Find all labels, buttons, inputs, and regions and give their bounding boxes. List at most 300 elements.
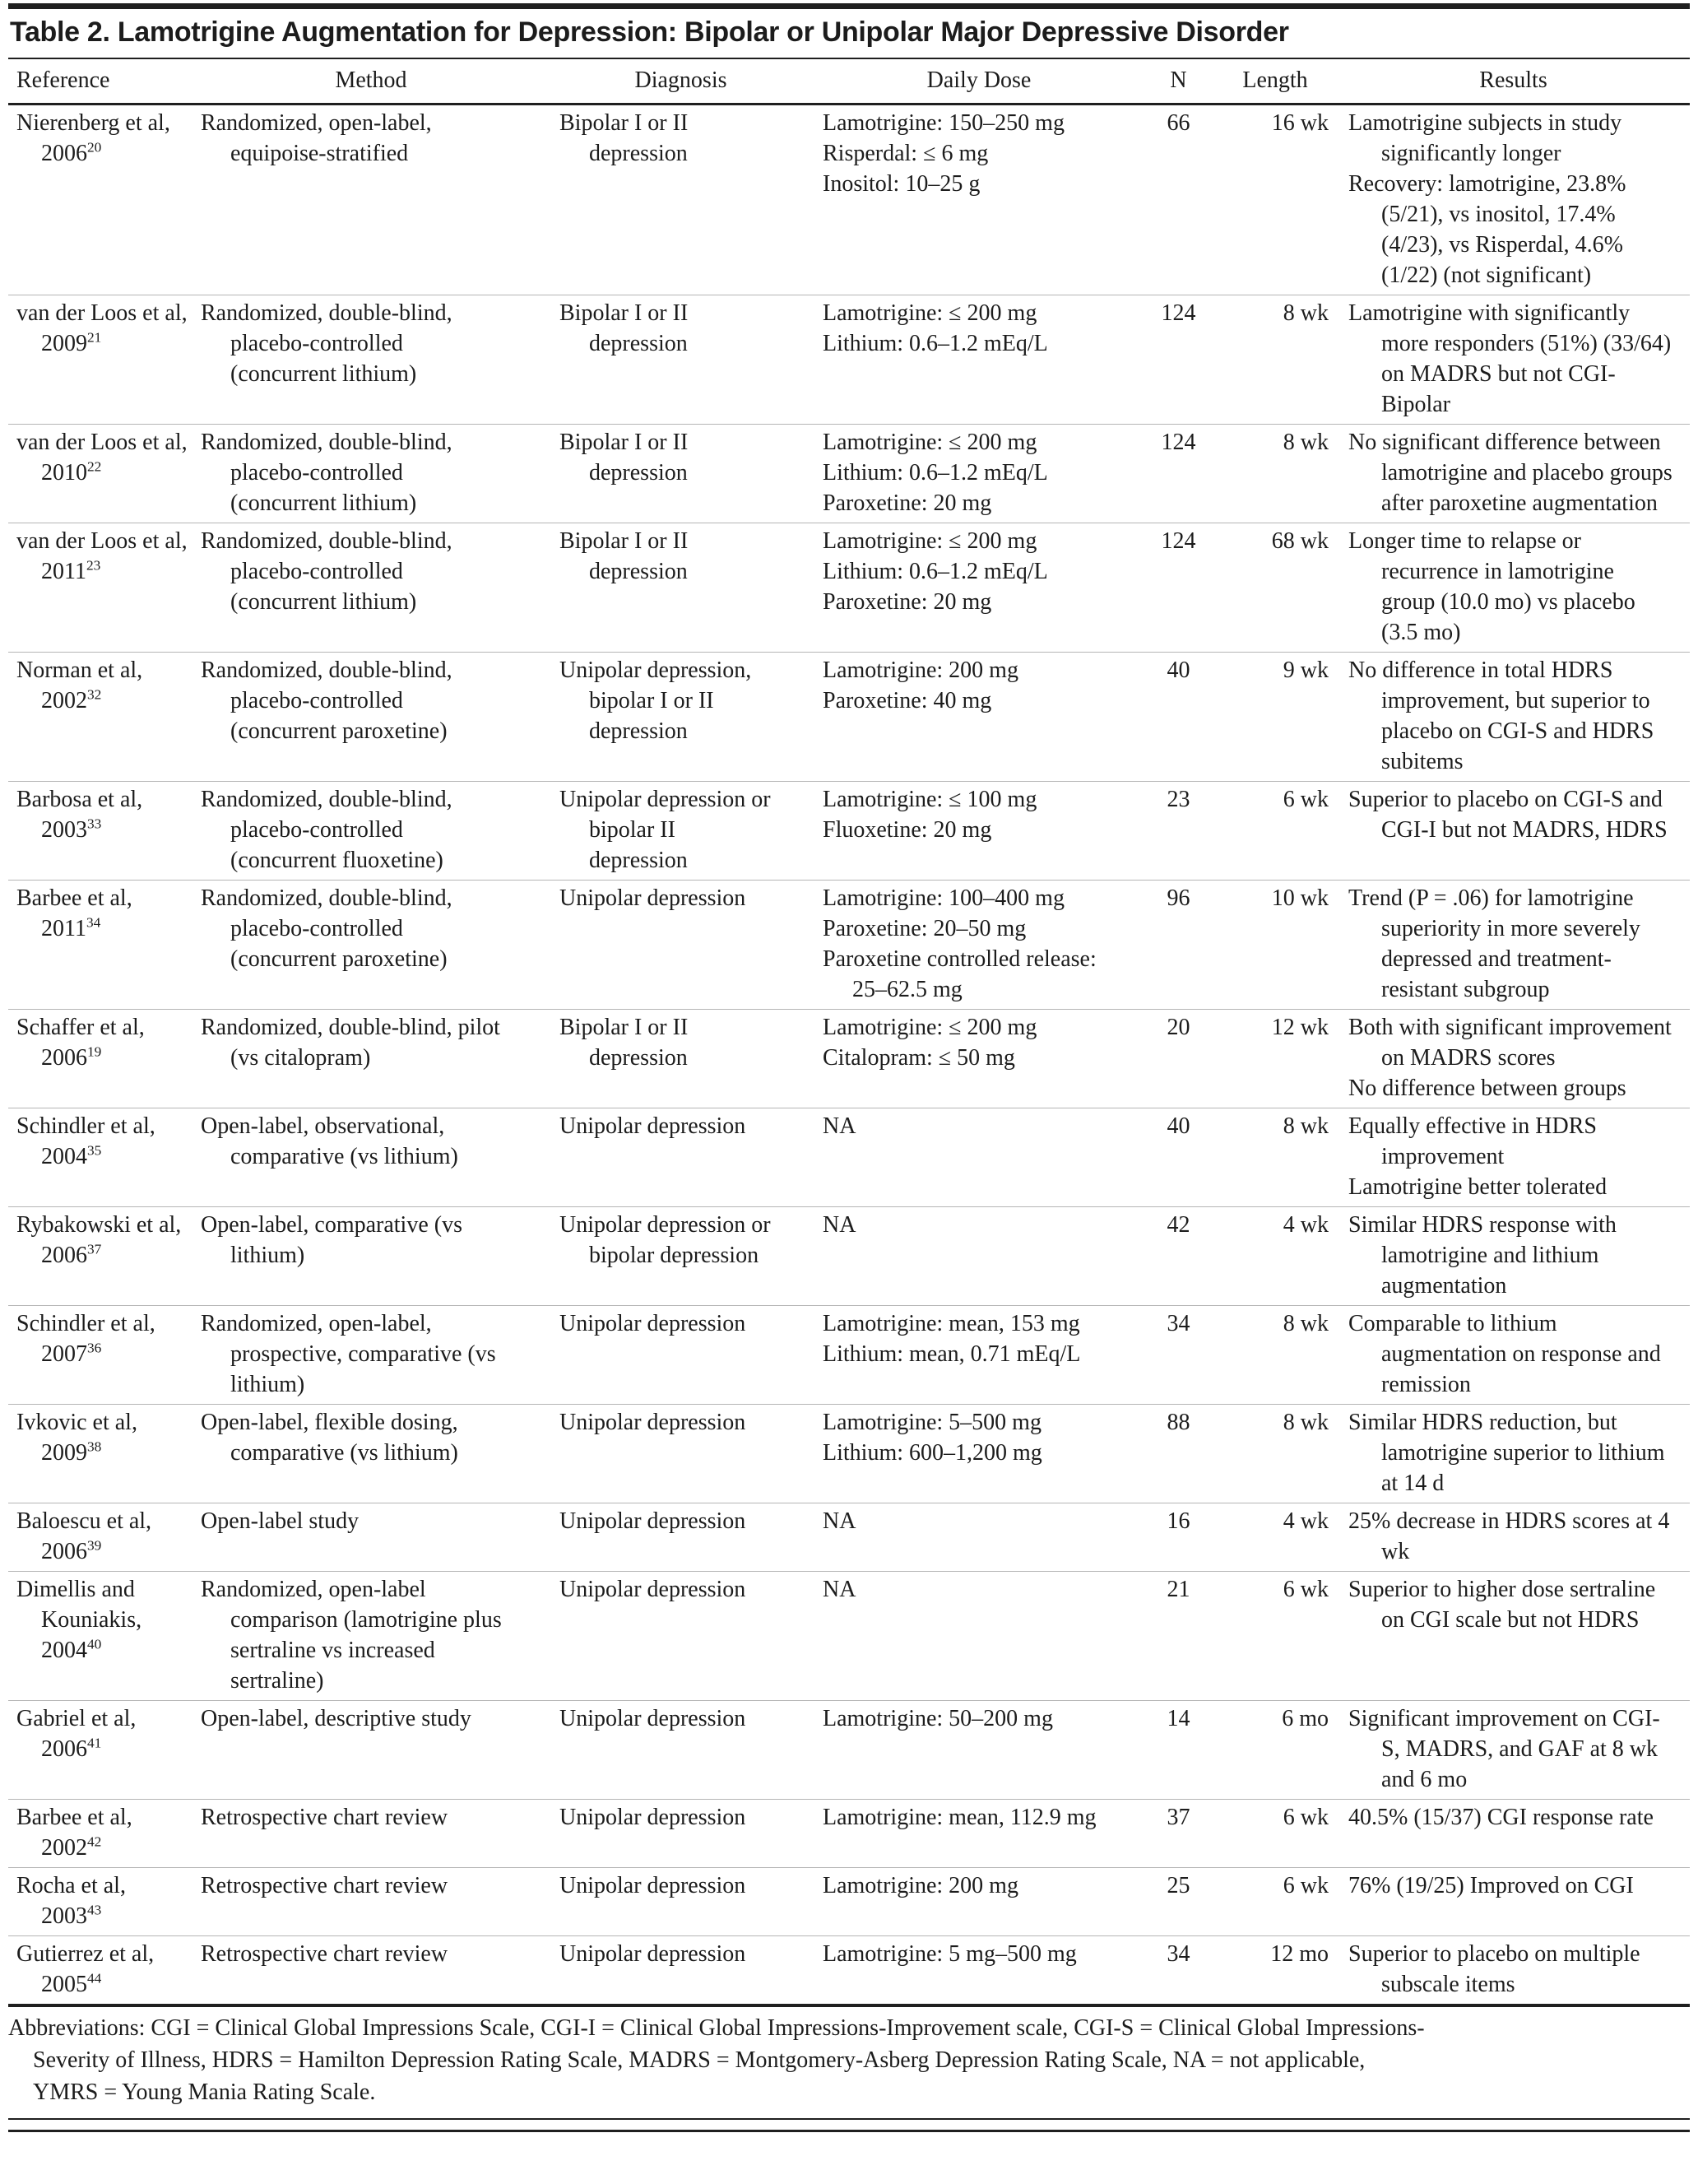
study-row: [8, 1800, 1690, 1868]
reference-text: Dimellis and Kouniakis, 2004: [16, 1577, 142, 1663]
reference-cell: [8, 1306, 195, 1405]
reference-cell: [8, 881, 195, 1010]
reference-citation: [16, 1111, 190, 1172]
footnote-line: Severity of Illness, HDRS = Hamilton Depression Rating Scale, MADRS = Montgomery-Asberg Depression Rating Scale, NA = not applicable,: [33, 2047, 1366, 2073]
dose-line: Lithium: 0.6–1.2 mEq/L: [823, 331, 1048, 356]
result-line: No significant difference between lamotrigine and placebo groups after paroxetine augmentation: [1348, 430, 1672, 516]
daily-dose-cell: [814, 1936, 1144, 2005]
n-cell: 124: [1144, 523, 1213, 653]
n-cell: 23: [1144, 782, 1213, 881]
reference-text: Barbee et al, 2011: [16, 885, 132, 941]
reference-citation: [16, 1407, 190, 1468]
n-cell: 20: [1144, 1010, 1213, 1108]
result-line: Trend (P = .06) for lamotrigine superiority in more severely depressed and treatment-resistant subgroup: [1348, 885, 1640, 1002]
method-text: Open-label, descriptive study: [201, 1706, 471, 1731]
citation-number: 41: [87, 1735, 102, 1751]
citation-number: 34: [86, 914, 101, 931]
n-cell: 34: [1144, 1306, 1213, 1405]
dose-line: Lamotrigine: 100–400 mg: [823, 885, 1065, 911]
method-text: Randomized, double-blind, placebo-controlled (concurrent lithium): [201, 300, 452, 387]
results-cell: [1337, 523, 1690, 653]
daily-dose-cell: [814, 1108, 1144, 1207]
length-cell: 6 wk: [1213, 1868, 1337, 1936]
reference-text: Baloescu et al, 2006: [16, 1508, 152, 1564]
daily-dose-cell: [814, 295, 1144, 425]
results-cell: [1337, 1936, 1690, 2005]
study-row: [8, 1503, 1690, 1572]
diagnosis-text: Bipolar I or II depression: [559, 300, 689, 356]
study-row: [8, 295, 1690, 425]
result-line: Similar HDRS reduction, but lamotrigine superior to lithium at 14 d: [1348, 1410, 1665, 1496]
length-cell: 68 wk: [1213, 523, 1337, 653]
daily-dose-cell: [814, 1306, 1144, 1405]
study-row: [8, 881, 1690, 1010]
top-border-rule: [8, 3, 1690, 9]
results-cell: [1337, 105, 1690, 295]
reference-citation: [16, 1802, 190, 1863]
bottom-border-rule: [8, 2118, 1690, 2132]
studies-table: [8, 59, 1690, 2004]
citation-number: 21: [87, 329, 102, 346]
method-cell: [195, 653, 547, 782]
diagnosis-cell: [547, 1405, 814, 1503]
diagnosis-text: Bipolar I or II depression: [559, 1015, 689, 1071]
length-cell: 6 wk: [1213, 782, 1337, 881]
diagnosis-cell: [547, 1701, 814, 1800]
n-cell: 16: [1144, 1503, 1213, 1572]
n-cell: 124: [1144, 295, 1213, 425]
reference-text: Norman et al, 2002: [16, 658, 143, 713]
diagnosis-text: Unipolar depression: [559, 1410, 746, 1435]
length-cell: 9 wk: [1213, 653, 1337, 782]
reference-cell: [8, 1572, 195, 1701]
diagnosis-cell: [547, 1503, 814, 1572]
reference-text: Barbosa et al, 2003: [16, 787, 143, 843]
reference-text: Schindler et al, 2004: [16, 1113, 155, 1169]
daily-dose-cell: [814, 1868, 1144, 1936]
reference-cell: [8, 1010, 195, 1108]
reference-citation: [16, 784, 190, 845]
column-header-reference: Reference: [8, 59, 195, 105]
diagnosis-text: Bipolar I or II depression: [559, 528, 689, 584]
reference-text: Gabriel et al, 2006: [16, 1706, 137, 1762]
table-header: [8, 59, 1690, 105]
result-line: Superior to placebo on CGI-S and CGI-I but not MADRS, HDRS: [1348, 787, 1668, 843]
diagnosis-text: Unipolar depression: [559, 885, 746, 911]
citation-number: 19: [87, 1043, 102, 1060]
diagnosis-cell: [547, 1572, 814, 1701]
results-cell: [1337, 425, 1690, 523]
reference-citation: [16, 883, 190, 944]
reference-citation: [16, 1870, 190, 1931]
method-text: Randomized, open-label, equipoise-stratified: [201, 110, 432, 166]
dose-line: Paroxetine controlled release: 25–62.5 mg: [823, 946, 1097, 1002]
diagnosis-cell: [547, 782, 814, 881]
results-cell: [1337, 1503, 1690, 1572]
method-cell: [195, 1503, 547, 1572]
diagnosis-cell: [547, 523, 814, 653]
reference-cell: [8, 782, 195, 881]
study-row: [8, 1108, 1690, 1207]
reference-text: van der Loos et al, 2011: [16, 528, 188, 584]
length-cell: 12 mo: [1213, 1936, 1337, 2005]
n-cell: 96: [1144, 881, 1213, 1010]
reference-citation: [16, 526, 190, 587]
length-cell: 8 wk: [1213, 1306, 1337, 1405]
reference-text: Rybakowski et al, 2006: [16, 1212, 182, 1268]
reference-text: Gutierrez et al, 2005: [16, 1941, 155, 1997]
result-line: 25% decrease in HDRS scores at 4 wk: [1348, 1508, 1670, 1564]
study-row: [8, 1572, 1690, 1701]
daily-dose-cell: [814, 881, 1144, 1010]
reference-citation: [16, 1574, 190, 1666]
dose-line: Lithium: 0.6–1.2 mEq/L: [823, 559, 1048, 584]
reference-text: Schindler et al, 2007: [16, 1311, 155, 1367]
reference-cell: [8, 1503, 195, 1572]
result-line: Lamotrigine with significantly more responders (51%) (33/64) on MADRS but not CGI-Bipolar: [1348, 300, 1672, 417]
n-cell: 40: [1144, 653, 1213, 782]
dose-line: Lamotrigine: ≤ 200 mg: [823, 1015, 1037, 1040]
results-cell: [1337, 1010, 1690, 1108]
reference-citation: [16, 427, 190, 488]
dose-line: Citalopram: ≤ 50 mg: [823, 1045, 1015, 1071]
result-line: 76% (19/25) Improved on CGI: [1348, 1873, 1634, 1898]
diagnosis-cell: [547, 1800, 814, 1868]
study-row: [8, 1405, 1690, 1503]
column-header-length: Length: [1213, 59, 1337, 105]
method-text: Retrospective chart review: [201, 1873, 448, 1898]
method-cell: [195, 881, 547, 1010]
reference-cell: [8, 1701, 195, 1800]
result-line: Similar HDRS response with lamotrigine and lithium augmentation: [1348, 1212, 1617, 1299]
length-cell: 8 wk: [1213, 1405, 1337, 1503]
reference-text: Schaffer et al, 2006: [16, 1015, 145, 1071]
result-line: Both with significant improvement on MADRS scores: [1348, 1015, 1672, 1071]
citation-number: 43: [87, 1902, 102, 1918]
diagnosis-text: Unipolar depression: [559, 1941, 746, 1967]
length-cell: 6 wk: [1213, 1800, 1337, 1868]
daily-dose-cell: [814, 1572, 1144, 1701]
diagnosis-text: Unipolar depression, bipolar I or II depression: [559, 658, 752, 744]
dose-line: Lamotrigine: mean, 153 mg: [823, 1311, 1080, 1336]
dose-line: Lamotrigine: 50–200 mg: [823, 1706, 1053, 1731]
n-cell: 40: [1144, 1108, 1213, 1207]
daily-dose-cell: [814, 105, 1144, 295]
diagnosis-cell: [547, 881, 814, 1010]
header-row: [8, 59, 1690, 105]
study-row: [8, 1010, 1690, 1108]
citation-number: 22: [87, 458, 102, 475]
citation-number: 44: [87, 1970, 102, 1987]
n-cell: 14: [1144, 1701, 1213, 1800]
dose-line: Lithium: 600–1,200 mg: [823, 1440, 1042, 1466]
dose-line: Lamotrigine: ≤ 200 mg: [823, 528, 1037, 554]
table-body: [8, 105, 1690, 2005]
method-cell: [195, 1572, 547, 1701]
method-cell: [195, 1207, 547, 1306]
study-row: [8, 1701, 1690, 1800]
method-cell: [195, 425, 547, 523]
result-line: Superior to higher dose sertraline on CGI scale but not HDRS: [1348, 1577, 1656, 1633]
reference-citation: [16, 1703, 190, 1764]
method-text: Randomized, double-blind, placebo-controlled (concurrent paroxetine): [201, 658, 452, 744]
method-cell: [195, 1010, 547, 1108]
results-cell: [1337, 1800, 1690, 1868]
reference-citation: [16, 1308, 190, 1369]
citation-number: 38: [87, 1438, 102, 1455]
footnote-line: Abbreviations: CGI = Clinical Global Impressions Scale, CGI-I = Clinical Global Impressions-Improvement scale, CGI-S = Clinical Global Impressions-: [8, 2015, 1425, 2041]
dose-line: Inositol: 10–25 g: [823, 171, 981, 197]
citation-number: 40: [87, 1636, 102, 1652]
dose-line: NA: [823, 1508, 856, 1534]
method-text: Randomized, double-blind, pilot (vs citalopram): [201, 1015, 500, 1071]
method-cell: [195, 523, 547, 653]
reference-text: Nierenberg et al, 2006: [16, 110, 170, 166]
length-cell: 4 wk: [1213, 1207, 1337, 1306]
length-cell: 16 wk: [1271, 110, 1329, 136]
abbreviations-footnote: [8, 2004, 1690, 2118]
column-header-method: Method: [195, 59, 547, 105]
daily-dose-cell: [814, 1207, 1144, 1306]
method-text: Open-label, comparative (vs lithium): [201, 1212, 462, 1268]
dose-line: Lamotrigine: ≤ 100 mg: [823, 787, 1037, 812]
study-row: [8, 782, 1690, 881]
n-cell: 34: [1144, 1936, 1213, 2005]
method-text: Retrospective chart review: [201, 1941, 448, 1967]
citation-number: 36: [87, 1340, 102, 1356]
method-text: Retrospective chart review: [201, 1805, 448, 1830]
result-line: No difference in total HDRS improvement, but superior to placebo on CGI-S and HDRS subitems: [1348, 658, 1654, 774]
study-row: [8, 653, 1690, 782]
diagnosis-text: Unipolar depression: [559, 1805, 746, 1830]
journal-table-page: [0, 3, 1698, 2132]
reference-cell: [8, 105, 195, 295]
method-text: Randomized, double-blind, placebo-controlled (concurrent lithium): [201, 528, 452, 615]
dose-line: Lamotrigine: 5–500 mg: [823, 1410, 1042, 1435]
column-header-n: N: [1144, 59, 1213, 105]
dose-line: Lamotrigine: 200 mg: [823, 1873, 1018, 1898]
daily-dose-cell: [814, 425, 1144, 523]
citation-number: 42: [87, 1833, 102, 1850]
result-line: Lamotrigine better tolerated: [1348, 1174, 1608, 1200]
daily-dose-cell: [814, 1503, 1144, 1572]
diagnosis-text: Unipolar depression or bipolar depression: [559, 1212, 771, 1268]
reference-cell: [8, 653, 195, 782]
results-cell: [1337, 1572, 1690, 1701]
results-cell: [1337, 1701, 1690, 1800]
result-line: Longer time to relapse or recurrence in lamotrigine group (10.0 mo) vs placebo (3.5 mo): [1348, 528, 1635, 645]
method-cell: [195, 105, 547, 295]
method-text: Randomized, open-label, prospective, comparative (vs lithium): [201, 1311, 496, 1397]
column-header-results: Results: [1337, 59, 1690, 105]
method-text: Randomized, open-label comparison (lamotrigine plus sertraline vs increased sertraline): [201, 1577, 502, 1694]
dose-line: Lithium: 0.6–1.2 mEq/L: [823, 460, 1048, 486]
study-row: [8, 105, 1690, 295]
reference-citation: [16, 655, 190, 716]
method-cell: [195, 782, 547, 881]
method-text: Randomized, double-blind, placebo-controlled (concurrent fluoxetine): [201, 787, 452, 873]
length-cell: 8 wk: [1213, 1108, 1337, 1207]
result-line: No difference between groups: [1348, 1076, 1626, 1101]
diagnosis-cell: [547, 1868, 814, 1936]
reference-cell: [8, 1405, 195, 1503]
length-cell: 10 wk: [1213, 881, 1337, 1010]
diagnosis-cell: [547, 1108, 814, 1207]
results-cell: [1337, 1207, 1690, 1306]
method-cell: [195, 1108, 547, 1207]
reference-cell: [8, 1936, 195, 2005]
results-cell: [1337, 782, 1690, 881]
result-line: Comparable to lithium augmentation on response and remission: [1348, 1311, 1661, 1397]
results-cell: [1337, 881, 1690, 1010]
dose-line: Paroxetine: 20 mg: [823, 490, 992, 516]
method-text: Open-label, observational, comparative (vs lithium): [201, 1113, 458, 1169]
dose-line: Lamotrigine: mean, 112.9 mg: [823, 1805, 1097, 1830]
n-cell: 66: [1167, 110, 1190, 136]
reference-citation: [16, 298, 190, 359]
result-line: Significant improvement on CGI-S, MADRS, and GAF at 8 wk and 6 mo: [1348, 1706, 1660, 1792]
study-row: [8, 1936, 1690, 2005]
study-row: [8, 1207, 1690, 1306]
citation-number: 20: [87, 139, 102, 156]
reference-cell: [8, 295, 195, 425]
column-header-diagnosis: Diagnosis: [547, 59, 814, 105]
reference-cell: [8, 1868, 195, 1936]
reference-cell: [8, 523, 195, 653]
daily-dose-cell: [814, 523, 1144, 653]
citation-number: 37: [87, 1241, 102, 1257]
method-cell: [195, 1701, 547, 1800]
dose-line: Lamotrigine: ≤ 200 mg: [823, 430, 1037, 455]
reference-citation: [16, 1210, 190, 1271]
diagnosis-cell: [547, 295, 814, 425]
length-cell: 6 wk: [1213, 1572, 1337, 1701]
method-cell: [195, 1405, 547, 1503]
length-cell: 8 wk: [1213, 295, 1337, 425]
method-cell: [195, 1936, 547, 2005]
result-line: Lamotrigine subjects in study significantly longer: [1348, 110, 1622, 166]
results-cell: [1337, 1108, 1690, 1207]
results-cell: [1337, 1405, 1690, 1503]
n-cell: 37: [1144, 1800, 1213, 1868]
study-row: [8, 1868, 1690, 1936]
citation-number: 39: [87, 1537, 102, 1554]
dose-line: NA: [823, 1212, 856, 1238]
citation-number: 23: [86, 557, 101, 574]
result-line: Equally effective in HDRS improvement: [1348, 1113, 1597, 1169]
reference-text: van der Loos et al, 2010: [16, 430, 188, 486]
dose-line: Lamotrigine: ≤ 200 mg: [823, 300, 1037, 326]
results-cell: [1337, 1868, 1690, 1936]
n-cell: 88: [1144, 1405, 1213, 1503]
citation-number: 32: [87, 686, 102, 703]
diagnosis-text: Bipolar I or II depression: [559, 110, 689, 166]
diagnosis-cell: [547, 1936, 814, 2005]
dose-line: Lamotrigine: 150–250 mg: [823, 110, 1065, 136]
reference-text: Ivkovic et al, 2009: [16, 1410, 137, 1466]
diagnosis-cell: [547, 653, 814, 782]
diagnosis-text: Unipolar depression or bipolar II depression: [559, 787, 771, 873]
dose-line: Risperdal: ≤ 6 mg: [823, 141, 989, 166]
method-cell: [195, 295, 547, 425]
daily-dose-cell: [814, 1800, 1144, 1868]
dose-line: Lamotrigine: 200 mg: [823, 658, 1018, 683]
table-title: Table 2. Lamotrigine Augmentation for Depression: Bipolar or Unipolar Major Depressive Disorder: [8, 9, 1690, 59]
results-cell: [1337, 1306, 1690, 1405]
dose-line: Paroxetine: 20–50 mg: [823, 916, 1027, 941]
dose-line: Paroxetine: 40 mg: [823, 688, 992, 713]
n-cell: 25: [1144, 1868, 1213, 1936]
reference-cell: [8, 425, 195, 523]
reference-text: van der Loos et al, 2009: [16, 300, 188, 356]
reference-cell: [8, 1108, 195, 1207]
dose-line: Paroxetine: 20 mg: [823, 589, 992, 615]
study-row: [8, 425, 1690, 523]
daily-dose-cell: [814, 782, 1144, 881]
daily-dose-cell: [814, 1405, 1144, 1503]
diagnosis-cell: [547, 1010, 814, 1108]
method-text: Randomized, double-blind, placebo-controlled (concurrent paroxetine): [201, 885, 452, 972]
result-line: Recovery: lamotrigine, 23.8% (5/21), vs inositol, 17.4% (4/23), vs Risperdal, 4.6% (1/22) (not significant): [1348, 171, 1626, 288]
daily-dose-cell: [814, 1701, 1144, 1800]
results-cell: [1337, 653, 1690, 782]
diagnosis-cell: [547, 105, 814, 295]
results-cell: [1337, 295, 1690, 425]
length-cell: 6 mo: [1213, 1701, 1337, 1800]
method-cell: [195, 1306, 547, 1405]
reference-citation: [16, 1939, 190, 2000]
result-line: 40.5% (15/37) CGI response rate: [1348, 1805, 1654, 1830]
footnote-line: YMRS = Young Mania Rating Scale.: [33, 2079, 376, 2105]
diagnosis-text: Unipolar depression: [559, 1508, 746, 1534]
diagnosis-cell: [547, 425, 814, 523]
reference-citation: [16, 1506, 190, 1567]
diagnosis-cell: [547, 1306, 814, 1405]
reference-text: Rocha et al, 2003: [16, 1873, 126, 1929]
length-cell: 4 wk: [1213, 1503, 1337, 1572]
reference-cell: [8, 1800, 195, 1868]
reference-citation: [16, 108, 190, 169]
diagnosis-text: Bipolar I or II depression: [559, 430, 689, 486]
diagnosis-cell: [547, 1207, 814, 1306]
citation-number: 35: [87, 1142, 102, 1159]
result-line: Superior to placebo on multiple subscale items: [1348, 1941, 1640, 1997]
diagnosis-text: Unipolar depression: [559, 1577, 746, 1602]
reference-text: Barbee et al, 2002: [16, 1805, 132, 1861]
citation-number: 33: [87, 816, 102, 832]
reference-citation: [16, 1012, 190, 1073]
dose-line: Lithium: mean, 0.71 mEq/L: [823, 1341, 1081, 1367]
method-text: Randomized, double-blind, placebo-controlled (concurrent lithium): [201, 430, 452, 516]
dose-line: NA: [823, 1577, 856, 1602]
dose-line: NA: [823, 1113, 856, 1139]
daily-dose-cell: [814, 653, 1144, 782]
n-cell: 21: [1144, 1572, 1213, 1701]
dose-line: Fluoxetine: 20 mg: [823, 817, 992, 843]
study-row: [8, 523, 1690, 653]
daily-dose-cell: [814, 1010, 1144, 1108]
dose-line: Lamotrigine: 5 mg–500 mg: [823, 1941, 1077, 1967]
n-cell: 42: [1144, 1207, 1213, 1306]
method-text: Open-label study: [201, 1508, 360, 1534]
length-cell: 12 wk: [1213, 1010, 1337, 1108]
method-text: Open-label, flexible dosing, comparative (vs lithium): [201, 1410, 458, 1466]
reference-cell: [8, 1207, 195, 1306]
diagnosis-text: Unipolar depression: [559, 1873, 746, 1898]
method-cell: [195, 1868, 547, 1936]
length-cell: 8 wk: [1213, 425, 1337, 523]
study-row: [8, 1306, 1690, 1405]
